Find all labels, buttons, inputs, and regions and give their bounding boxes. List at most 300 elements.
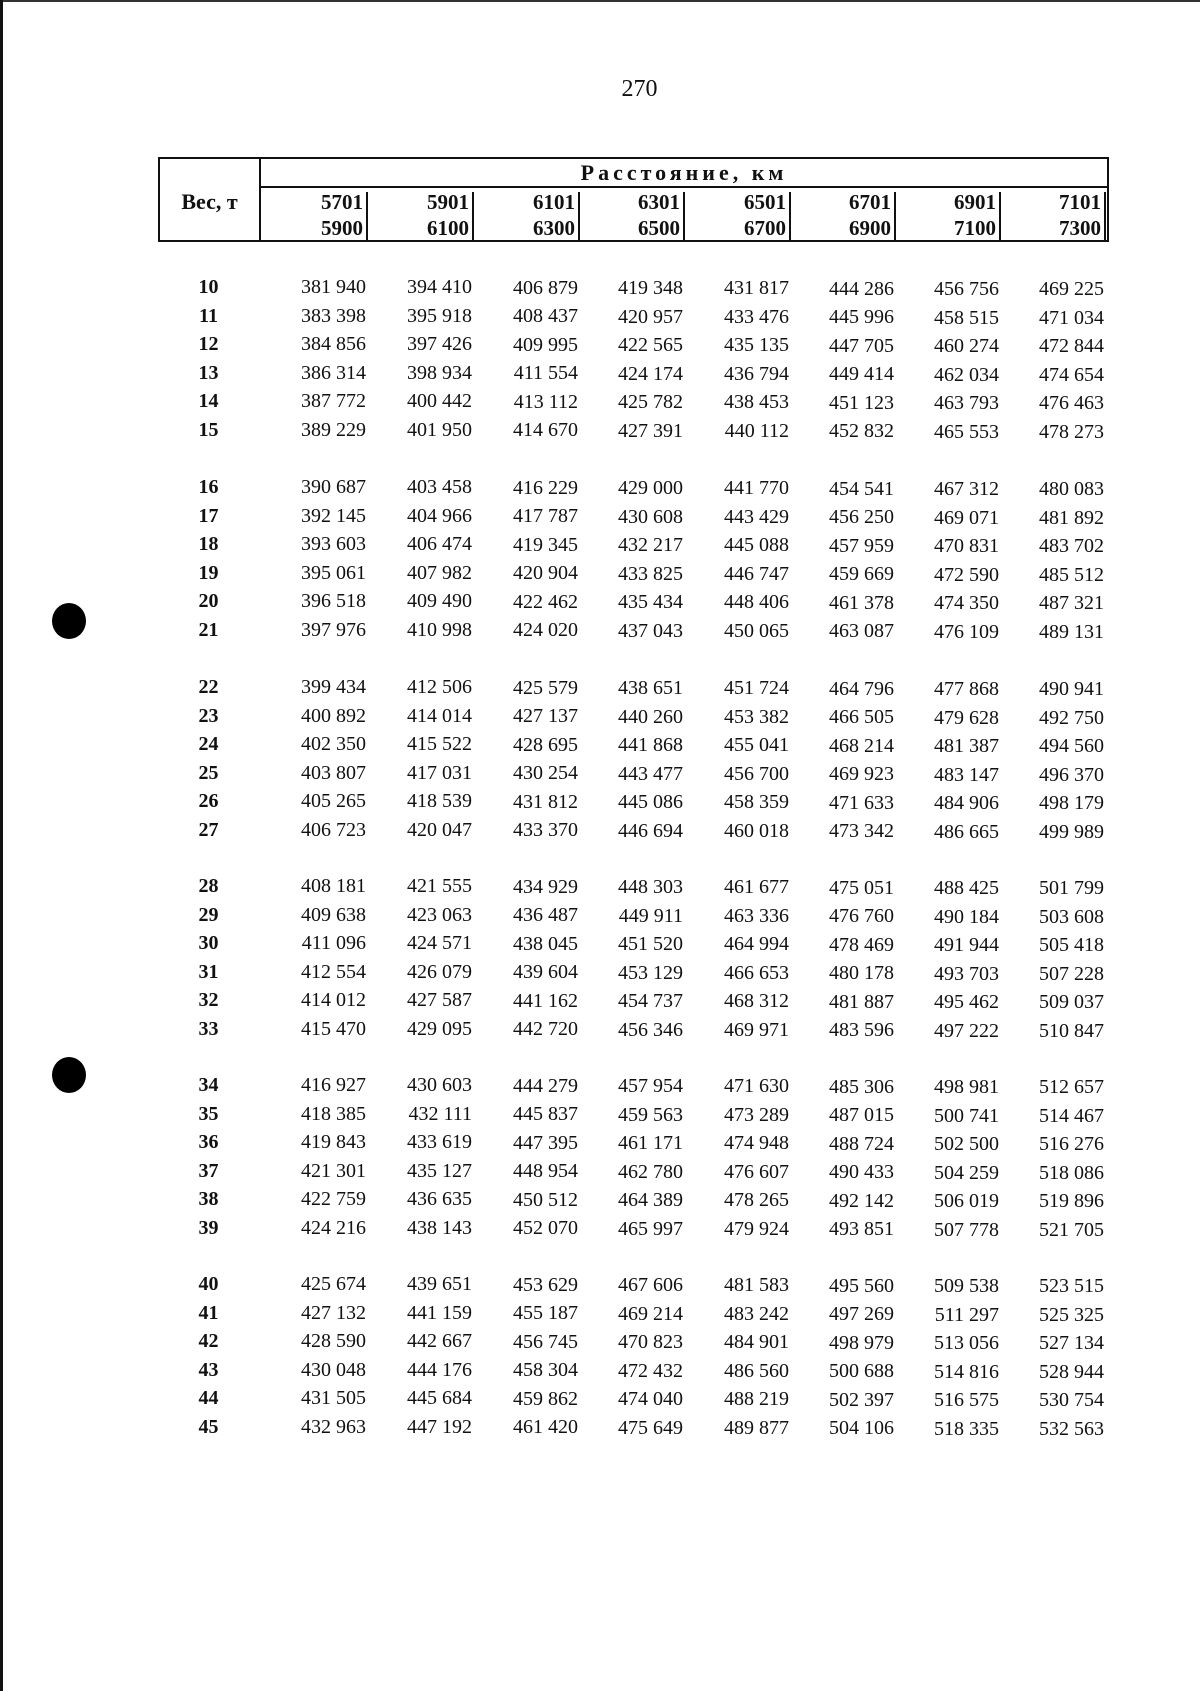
tariff-cell: 476 760 xyxy=(829,905,894,928)
tariff-cell: 425 579 xyxy=(513,676,578,699)
tariff-cell: 438 651 xyxy=(618,677,683,700)
tariff-cell: 416 927 xyxy=(301,1074,366,1096)
weight-column-header: Вес, т xyxy=(181,189,238,214)
weight-cell: 37 xyxy=(198,1159,219,1182)
range-separator xyxy=(578,192,580,240)
weight-cell: 10 xyxy=(198,276,219,298)
tariff-cell: 443 429 xyxy=(724,505,789,528)
weight-cell: 30 xyxy=(198,932,219,954)
tariff-cell: 392 145 xyxy=(301,504,366,527)
tariff-cell: 456 745 xyxy=(513,1330,578,1353)
tariff-cell: 518 335 xyxy=(934,1417,999,1440)
weight-cell: 31 xyxy=(198,960,219,983)
tariff-cell: 451 123 xyxy=(829,391,894,414)
tariff-cell: 399 434 xyxy=(301,676,366,698)
tariff-cell: 395 061 xyxy=(301,561,366,584)
tariff-cell: 430 603 xyxy=(407,1074,472,1097)
tariff-cell: 509 538 xyxy=(934,1275,999,1298)
tariff-cell: 424 571 xyxy=(407,932,472,955)
tariff-cell: 456 346 xyxy=(618,1018,683,1041)
tariff-cell: 493 851 xyxy=(829,1218,894,1241)
tariff-cell: 431 817 xyxy=(724,277,789,300)
tariff-cell: 466 505 xyxy=(829,706,894,729)
tariff-cell: 465 997 xyxy=(618,1217,683,1240)
tariff-cell: 423 063 xyxy=(407,903,472,926)
weight-cell: 17 xyxy=(198,504,219,527)
tariff-cell: 404 966 xyxy=(407,504,472,527)
range-to: 6500 xyxy=(638,216,680,240)
range-from: 6501 xyxy=(744,190,786,214)
tariff-cell: 464 796 xyxy=(829,677,894,700)
tariff-cell: 496 370 xyxy=(1039,763,1104,786)
weight-cell: 19 xyxy=(198,561,219,584)
tariff-cell: 400 892 xyxy=(301,704,366,727)
weight-cell: 35 xyxy=(198,1102,219,1125)
tariff-cell: 498 981 xyxy=(934,1076,999,1099)
tariff-cell: 486 665 xyxy=(934,820,999,843)
tariff-cell: 434 929 xyxy=(513,875,578,898)
tariff-cell: 448 954 xyxy=(513,1160,578,1183)
tariff-cell: 451 520 xyxy=(618,933,683,956)
tariff-cell: 504 106 xyxy=(829,1417,894,1440)
tariff-cell: 480 178 xyxy=(829,962,894,985)
tariff-cell: 383 398 xyxy=(301,304,366,327)
tariff-cell: 464 389 xyxy=(618,1189,683,1212)
tariff-cell: 450 065 xyxy=(724,619,789,642)
weight-cell: 44 xyxy=(198,1387,219,1409)
distance-range-header xyxy=(370,190,476,242)
tariff-cell: 532 563 xyxy=(1039,1417,1104,1440)
tariff-cell: 459 563 xyxy=(618,1103,683,1126)
tariff-cell: 452 832 xyxy=(829,420,894,443)
tariff-cell: 465 553 xyxy=(934,420,999,443)
distance-range-header xyxy=(1002,190,1108,242)
tariff-cell: 469 971 xyxy=(724,1018,789,1041)
tariff-cell: 454 737 xyxy=(618,990,683,1013)
tariff-cell: 407 982 xyxy=(407,561,472,584)
tariff-cell: 414 014 xyxy=(407,704,472,727)
range-from: 5701 xyxy=(321,190,363,214)
tariff-cell: 445 086 xyxy=(618,791,683,814)
tariff-cell: 463 336 xyxy=(724,904,789,927)
tariff-cell: 424 174 xyxy=(618,362,683,385)
tariff-cell: 501 799 xyxy=(1039,877,1104,900)
tariff-cell: 490 184 xyxy=(934,905,999,928)
tariff-cell: 483 596 xyxy=(829,1019,894,1042)
tariff-cell: 440 260 xyxy=(618,705,683,728)
tariff-cell: 444 176 xyxy=(407,1358,472,1381)
tariff-cell: 457 954 xyxy=(618,1075,683,1098)
tariff-cell: 433 476 xyxy=(724,305,789,328)
range-separator xyxy=(999,192,1001,240)
weight-cell: 23 xyxy=(198,704,219,727)
tariff-cell: 481 887 xyxy=(829,990,894,1013)
tariff-cell: 456 756 xyxy=(934,278,999,301)
tariff-cell: 436 635 xyxy=(407,1188,472,1211)
tariff-cell: 475 649 xyxy=(618,1416,683,1439)
tariff-cell: 394 410 xyxy=(407,276,472,299)
tariff-cell: 397 426 xyxy=(407,333,472,356)
tariff-cell: 417 031 xyxy=(407,761,472,784)
tariff-cell: 502 397 xyxy=(829,1388,894,1411)
tariff-cell: 472 590 xyxy=(934,563,999,586)
tariff-cell: 468 312 xyxy=(724,990,789,1013)
tariff-cell: 483 242 xyxy=(724,1302,789,1325)
tariff-cell: 459 669 xyxy=(829,563,894,586)
tariff-cell: 438 453 xyxy=(724,391,789,414)
tariff-cell: 471 630 xyxy=(724,1075,789,1098)
tariff-cell: 472 432 xyxy=(618,1359,683,1382)
tariff-cell: 487 015 xyxy=(829,1104,894,1127)
distance-range-header xyxy=(476,190,582,242)
tariff-cell: 409 490 xyxy=(407,590,472,613)
tariff-cell: 427 137 xyxy=(513,705,578,728)
tariff-cell: 425 674 xyxy=(301,1273,366,1295)
range-from: 6101 xyxy=(533,190,575,214)
range-separator xyxy=(894,192,896,240)
tariff-cell: 478 273 xyxy=(1039,420,1104,443)
tariff-cell: 488 425 xyxy=(934,877,999,900)
tariff-cell: 518 086 xyxy=(1039,1161,1104,1184)
tariff-cell: 467 606 xyxy=(618,1274,683,1297)
tariff-cell: 478 265 xyxy=(724,1189,789,1212)
weight-cell: 24 xyxy=(198,733,219,755)
tariff-cell: 466 653 xyxy=(724,961,789,984)
tariff-cell: 406 474 xyxy=(407,533,472,556)
tariff-cell: 474 654 xyxy=(1039,363,1104,386)
tariff-cell: 491 944 xyxy=(934,934,999,957)
tariff-cell: 439 651 xyxy=(407,1273,472,1296)
range-to: 7300 xyxy=(1059,216,1101,240)
range-from: 7101 xyxy=(1059,190,1101,214)
tariff-cell: 454 541 xyxy=(829,477,894,500)
tariff-cell: 474 040 xyxy=(618,1388,683,1411)
tariff-cell: 509 037 xyxy=(1039,991,1104,1014)
tariff-cell: 386 314 xyxy=(301,361,366,384)
tariff-cell: 489 131 xyxy=(1039,620,1104,643)
tariff-cell: 462 034 xyxy=(934,363,999,386)
tariff-cell: 455 187 xyxy=(513,1302,578,1325)
weight-cell: 18 xyxy=(198,533,219,555)
weight-cell: 45 xyxy=(198,1415,219,1438)
tariff-cell: 448 406 xyxy=(724,591,789,614)
tariff-cell: 490 941 xyxy=(1039,678,1104,701)
distance-range-header xyxy=(897,190,1003,242)
tariff-cell: 498 179 xyxy=(1039,792,1104,815)
tariff-cell: 421 301 xyxy=(301,1159,366,1182)
weight-cell: 41 xyxy=(198,1301,219,1324)
table-header xyxy=(158,157,1109,242)
tariff-cell: 500 741 xyxy=(934,1104,999,1127)
tariff-cell: 424 020 xyxy=(513,619,578,642)
tariff-cell: 483 702 xyxy=(1039,535,1104,558)
distance-range-header xyxy=(792,190,898,242)
tariff-cell: 493 703 xyxy=(934,962,999,985)
tariff-cell: 447 192 xyxy=(407,1415,472,1438)
page-number: 270 xyxy=(621,76,658,102)
tariff-cell: 478 469 xyxy=(829,933,894,956)
tariff-cell: 422 462 xyxy=(513,590,578,613)
tariff-cell: 432 217 xyxy=(618,534,683,557)
tariff-cell: 507 228 xyxy=(1039,962,1104,985)
tariff-cell: 417 787 xyxy=(513,505,578,528)
tariff-cell: 403 807 xyxy=(301,761,366,784)
tariff-cell: 397 976 xyxy=(301,618,366,641)
tariff-cell: 419 843 xyxy=(301,1131,366,1153)
weight-cell: 28 xyxy=(198,875,219,897)
tariff-cell: 408 437 xyxy=(513,305,578,328)
tariff-cell: 527 134 xyxy=(1039,1332,1104,1355)
tariff-cell: 504 259 xyxy=(934,1161,999,1184)
tariff-cell: 512 657 xyxy=(1039,1076,1104,1099)
tariff-cell: 433 825 xyxy=(618,562,683,585)
tariff-cell: 464 994 xyxy=(724,933,789,956)
tariff-cell: 455 041 xyxy=(724,734,789,757)
tariff-cell: 447 705 xyxy=(829,334,894,357)
header-rule xyxy=(261,186,1107,188)
weight-cell: 42 xyxy=(198,1330,219,1352)
tariff-cell: 461 171 xyxy=(618,1132,683,1155)
tariff-cell: 459 862 xyxy=(513,1387,578,1410)
weight-cell: 26 xyxy=(198,790,219,812)
range-from: 6901 xyxy=(954,190,996,214)
tariff-cell: 446 694 xyxy=(618,819,683,842)
tariff-cell: 511 297 xyxy=(934,1303,999,1326)
tariff-cell: 438 045 xyxy=(513,932,578,955)
tariff-cell: 427 587 xyxy=(407,989,472,1012)
tariff-cell: 412 554 xyxy=(301,960,366,983)
punch-hole xyxy=(52,603,86,639)
tariff-cell: 456 700 xyxy=(724,762,789,785)
tariff-cell: 449 911 xyxy=(618,904,683,927)
tariff-cell: 528 944 xyxy=(1039,1360,1104,1383)
tariff-cell: 507 778 xyxy=(934,1218,999,1241)
tariff-cell: 384 856 xyxy=(301,333,366,355)
tariff-cell: 408 181 xyxy=(301,875,366,897)
tariff-cell: 443 477 xyxy=(618,762,683,785)
weight-cell: 38 xyxy=(198,1188,219,1210)
punch-hole xyxy=(52,1057,86,1093)
tariff-cell: 445 088 xyxy=(724,534,789,557)
weight-cell: 20 xyxy=(198,590,219,612)
tariff-cell: 510 847 xyxy=(1039,1019,1104,1042)
tariff-cell: 444 286 xyxy=(829,277,894,300)
tariff-cell: 475 051 xyxy=(829,876,894,899)
tariff-cell: 477 868 xyxy=(934,678,999,701)
weight-cell: 40 xyxy=(198,1273,219,1295)
tariff-cell: 490 433 xyxy=(829,1161,894,1184)
tariff-cell: 458 359 xyxy=(724,791,789,814)
tariff-cell: 460 018 xyxy=(724,819,789,842)
tariff-cell: 426 079 xyxy=(407,960,472,983)
distance-range-header xyxy=(581,190,687,242)
range-from: 5901 xyxy=(427,190,469,214)
tariff-cell: 449 414 xyxy=(829,363,894,386)
tariff-cell: 431 812 xyxy=(513,790,578,813)
tariff-cell: 414 012 xyxy=(301,989,366,1011)
tariff-cell: 422 759 xyxy=(301,1188,366,1210)
tariff-cell: 453 382 xyxy=(724,705,789,728)
tariff-cell: 505 418 xyxy=(1039,934,1104,957)
tariff-cell: 495 560 xyxy=(829,1274,894,1297)
tariff-cell: 436 794 xyxy=(724,362,789,385)
tariff-cell: 442 667 xyxy=(407,1330,472,1353)
tariff-cell: 463 793 xyxy=(934,392,999,415)
tariff-cell: 473 289 xyxy=(724,1103,789,1126)
tariff-cell: 514 467 xyxy=(1039,1104,1104,1127)
tariff-cell: 485 512 xyxy=(1039,563,1104,586)
tariff-cell: 413 112 xyxy=(513,390,578,413)
tariff-cell: 461 420 xyxy=(513,1416,578,1439)
tariff-cell: 484 906 xyxy=(934,792,999,815)
tariff-cell: 446 747 xyxy=(724,562,789,585)
tariff-cell: 467 312 xyxy=(934,478,999,501)
tariff-cell: 485 306 xyxy=(829,1075,894,1098)
range-separator xyxy=(472,192,474,240)
tariff-cell: 458 304 xyxy=(513,1359,578,1382)
weight-cell: 11 xyxy=(199,304,218,327)
tariff-cell: 497 269 xyxy=(829,1303,894,1326)
tariff-cell: 502 500 xyxy=(934,1133,999,1156)
weight-cell: 29 xyxy=(198,903,219,926)
tariff-cell: 514 816 xyxy=(934,1360,999,1383)
tariff-cell: 400 442 xyxy=(407,390,472,413)
tariff-cell: 416 229 xyxy=(513,476,578,499)
tariff-cell: 474 948 xyxy=(724,1132,789,1155)
tariff-cell: 453 629 xyxy=(513,1273,578,1296)
tariff-cell: 396 518 xyxy=(301,590,366,612)
tariff-cell: 484 901 xyxy=(724,1331,789,1354)
range-to: 6700 xyxy=(744,216,786,240)
tariff-cell: 444 279 xyxy=(513,1074,578,1097)
tariff-cell: 427 391 xyxy=(618,419,683,442)
tariff-cell: 405 265 xyxy=(301,790,366,812)
tariff-cell: 513 056 xyxy=(934,1332,999,1355)
distance-group-header: Расстояние, км xyxy=(580,160,788,185)
tariff-cell: 471 034 xyxy=(1039,306,1104,329)
tariff-cell: 462 780 xyxy=(618,1160,683,1183)
tariff-cell: 481 583 xyxy=(724,1274,789,1297)
tariff-cell: 488 219 xyxy=(724,1388,789,1411)
tariff-cell: 412 506 xyxy=(407,676,472,699)
tariff-cell: 428 695 xyxy=(513,733,578,756)
weight-cell: 43 xyxy=(198,1358,219,1381)
tariff-cell: 429 000 xyxy=(618,477,683,500)
tariff-cell: 422 565 xyxy=(618,334,683,357)
tariff-cell: 481 892 xyxy=(1039,506,1104,529)
distance-range-header xyxy=(687,190,793,242)
tariff-cell: 461 378 xyxy=(829,591,894,614)
weight-cell: 22 xyxy=(198,676,219,698)
tariff-cell: 476 463 xyxy=(1039,392,1104,415)
tariff-cell: 483 147 xyxy=(934,763,999,786)
tariff-cell: 436 487 xyxy=(513,904,578,927)
tariff-cell: 469 071 xyxy=(934,506,999,529)
tariff-cell: 441 770 xyxy=(724,477,789,500)
tariff-cell: 420 904 xyxy=(513,562,578,585)
tariff-cell: 479 924 xyxy=(724,1217,789,1240)
tariff-cell: 469 214 xyxy=(618,1302,683,1325)
tariff-cell: 519 896 xyxy=(1039,1190,1104,1213)
tariff-cell: 472 844 xyxy=(1039,335,1104,358)
tariff-cell: 401 950 xyxy=(407,418,472,441)
tariff-cell: 441 162 xyxy=(513,989,578,1012)
weight-cell: 36 xyxy=(198,1131,219,1153)
tariff-cell: 430 254 xyxy=(513,762,578,785)
tariff-cell: 497 222 xyxy=(934,1019,999,1042)
tariff-cell: 415 470 xyxy=(301,1017,366,1040)
tariff-cell: 418 385 xyxy=(301,1102,366,1125)
tariff-cell: 499 989 xyxy=(1039,820,1104,843)
range-from: 6301 xyxy=(638,190,680,214)
tariff-cell: 411 096 xyxy=(301,932,366,954)
tariff-cell: 398 934 xyxy=(407,361,472,384)
tariff-cell: 445 684 xyxy=(407,1387,472,1410)
tariff-cell: 486 560 xyxy=(724,1359,789,1382)
weight-cell: 32 xyxy=(198,989,219,1011)
tariff-cell: 500 688 xyxy=(829,1360,894,1383)
tariff-cell: 419 345 xyxy=(513,533,578,556)
tariff-cell: 516 575 xyxy=(934,1389,999,1412)
tariff-cell: 494 560 xyxy=(1039,735,1104,758)
tariff-cell: 492 142 xyxy=(829,1189,894,1212)
tariff-cell: 448 303 xyxy=(618,876,683,899)
tariff-cell: 476 607 xyxy=(724,1160,789,1183)
range-separator xyxy=(1104,192,1106,240)
range-to: 6100 xyxy=(427,216,469,240)
weight-cell: 33 xyxy=(198,1017,219,1040)
weight-cell: 25 xyxy=(198,761,219,784)
tariff-cell: 441 868 xyxy=(618,734,683,757)
weight-cell: 27 xyxy=(198,818,219,841)
tariff-cell: 476 109 xyxy=(934,620,999,643)
tariff-cell: 430 608 xyxy=(618,505,683,528)
distance-range-header xyxy=(264,190,370,242)
range-separator xyxy=(683,192,685,240)
tariff-cell: 389 229 xyxy=(301,418,366,441)
tariff-cell: 403 458 xyxy=(407,476,472,499)
tariff-cell: 433 619 xyxy=(407,1131,472,1154)
tariff-cell: 521 705 xyxy=(1039,1218,1104,1241)
tariff-cell: 414 670 xyxy=(513,419,578,442)
tariff-cell: 427 132 xyxy=(301,1301,366,1324)
tariff-cell: 432 111 xyxy=(408,1102,472,1125)
range-separator xyxy=(366,192,368,240)
weight-cell: 15 xyxy=(198,418,219,441)
tariff-cell: 420 047 xyxy=(407,818,472,841)
tariff-cell: 411 554 xyxy=(513,362,578,385)
tariff-cell: 456 250 xyxy=(829,506,894,529)
range-to: 6900 xyxy=(849,216,891,240)
tariff-cell: 447 395 xyxy=(513,1131,578,1154)
tariff-cell: 503 608 xyxy=(1039,905,1104,928)
tariff-cell: 488 724 xyxy=(829,1132,894,1155)
tariff-cell: 429 095 xyxy=(407,1017,472,1040)
tariff-cell: 431 505 xyxy=(301,1387,366,1409)
tariff-cell: 498 979 xyxy=(829,1331,894,1354)
tariff-cell: 387 772 xyxy=(301,390,366,412)
tariff-cell: 506 019 xyxy=(934,1190,999,1213)
scan-left-edge xyxy=(0,0,3,1691)
tariff-cell: 433 370 xyxy=(513,819,578,842)
tariff-cell: 440 112 xyxy=(724,419,789,442)
tariff-cell: 418 539 xyxy=(407,790,472,813)
scan-top-edge xyxy=(0,0,1200,2)
tariff-cell: 495 462 xyxy=(934,991,999,1014)
tariff-cell: 420 957 xyxy=(618,305,683,328)
tariff-cell: 473 342 xyxy=(829,820,894,843)
tariff-cell: 469 225 xyxy=(1039,278,1104,301)
